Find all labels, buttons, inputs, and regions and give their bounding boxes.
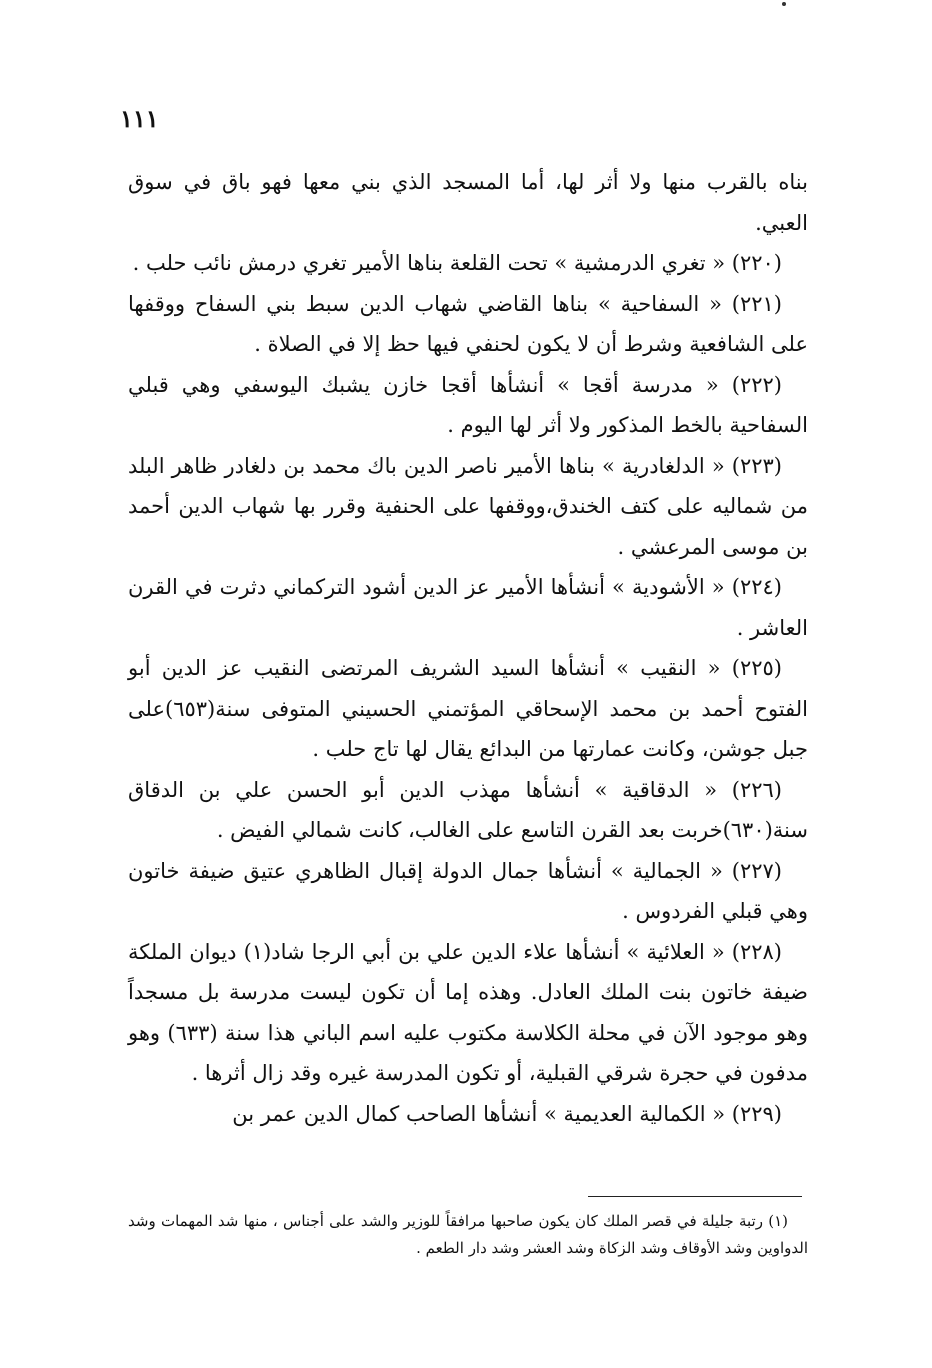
entry-227: (٢٢٧) « الجمالية » أنشأها جمال الدولة إقبال الظاهري عتيق ضيفة خاتون وهي قبلي الفردوس .: [128, 858, 808, 923]
entry-223: (٢٢٣) « الدلغادرية » بناها الأمير ناصر الدين باك محمد بن دلغادر ظاهر البلد من شماليه على كتف الخندق،ووقفها على الحنفية وقرر بها شهاب الدين أحمد بن موسى المرعشي .: [128, 453, 808, 559]
entry-229: (٢٢٩) « الكمالية العديمية » أنشأها الصاحب كمال الدين عمر بن: [232, 1101, 782, 1126]
footnote-divider: [588, 1196, 802, 1197]
entry-226: (٢٢٦) « الدقاقية » أنشأها مهذب الدين أبو الحسن علي بن الدقاق سنة(٦٣٠)خربت بعد القرن التاسع على الغالب، كانت شمالي الفيض .: [128, 777, 808, 842]
entry-228: (٢٢٨) « العلائية » أنشأها علاء الدين علي بن أبي الرجا شاد(١) ديوان الملكة ضيفة خاتون بنت الملك العادل. وهذه إما أن تكون ليست مدرسة بل مسجداً وهو موجود الآن في محلة الكلاسة مكتوب عليه اسم الباني هذا سنة (٦٣٣) وهو مدفون في حجرة شرقي القبلية، أو تكون المدرسة غيره وقد زال أثرها .: [128, 939, 809, 1085]
main-text: [128, 162, 808, 1134]
ink-speck: [782, 2, 786, 6]
entry-220: (٢٢٠) « تغري الدرمشية » تحت القلعة بناها الأمير تغري درمش نائب حلب .: [132, 251, 782, 275]
entry-224: (٢٢٤) « الأشودية » أنشأها الأمير عز الدين أشود التركماني دثرت في القرن العاشر .: [128, 575, 808, 640]
entry-225: (٢٢٥) « النقيب » أنشأها السيد الشريف المرتضى النقيب عز الدين أبو الفتوح أحمد بن محمد الإسحاقي المؤتمني الحسيني المتوفى سنة(٦٥٣)على جبل جوشن، وكانت عمارتها من البدائع يقال لها تاج حلب .: [128, 656, 808, 761]
paragraph-continuation: بناه بالقرب منها ولا أثر لها، أما المسجد الذي بني معها فهو باق في سوق العبي.: [128, 170, 808, 235]
footnote-text: (١) رتبة جليلة في قصر الملك كان يكون صاحبها مرافقاً للوزير والشد على أجناس ، منها شد المهمات وشد الدواوين وشد الأوقاف وشد الزكاة وشد العشر وشد دار الطعم .: [128, 1212, 808, 1257]
footnote: [128, 1208, 808, 1262]
page-number: ١١١: [120, 104, 159, 133]
entry-222: (٢٢٢) « مدرسة أقجا » أنشأها أقجا خازن يشبك اليوسفي وهي قبلي السفاحية بالخط المذكور ولا أثر لها اليوم .: [128, 372, 808, 437]
entry-221: (٢٢١) « السفاحية » بناها القاضي شهاب الدين سبط بني السفاح ووقفها على الشافعية وشرط أن لا يكون لحنفي فيها حظ إلا في الصلاة .: [128, 291, 808, 356]
